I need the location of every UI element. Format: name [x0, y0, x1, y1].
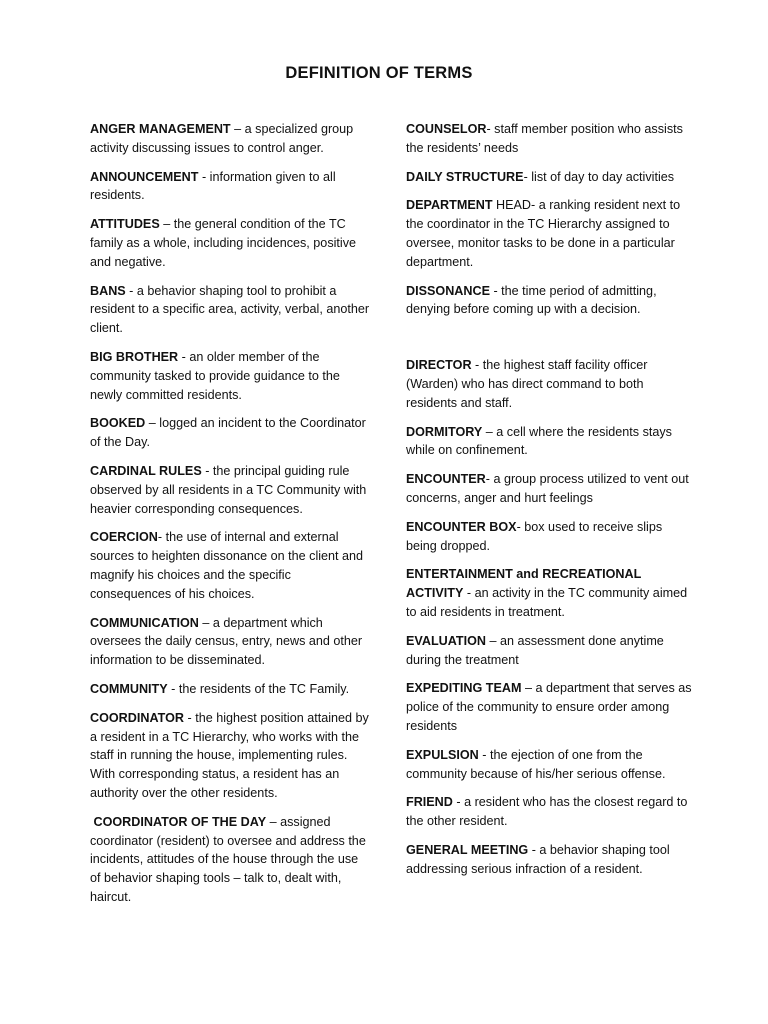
term-entry: [406, 356, 692, 412]
term-entry: [406, 470, 692, 508]
term-entry: [90, 215, 372, 271]
term-name: GENERAL MEETING: [406, 842, 529, 857]
term-entry: [90, 709, 372, 803]
term-entry: [90, 680, 372, 699]
term-name: EXPULSION: [406, 747, 479, 762]
term-entry: [406, 168, 692, 187]
term-entry: [406, 793, 692, 831]
term-definition: - the time period of admitting, denying before coming up with a decision.: [406, 283, 657, 317]
term-name: DEPARTMENT: [406, 198, 493, 213]
term-definition: - the ejection of one from the community because of his/her serious offense.: [406, 747, 666, 781]
term-entry: [90, 414, 372, 452]
term-entry: [406, 282, 692, 320]
term-name: ATTITUDES: [90, 217, 160, 232]
term-name: DORMITORY: [406, 424, 483, 439]
term-definition: – a department that serves as police of the community to ensure order among residents: [406, 681, 692, 733]
term-definition: – a specialized group activity discussing issues to control anger.: [90, 122, 354, 155]
term-definition: – logged an incident to the Coordinator of the Day.: [90, 416, 366, 450]
term-definition: - the use of internal and external sources to heighten dissonance on the client and magnify his choices and the specific consequences of his choices.: [90, 530, 364, 601]
term-definition: - a behavior shaping tool to prohibit a resident to a specific area, activity, verbal, another client.: [90, 283, 370, 336]
term-entry: [406, 518, 692, 556]
term-definition: - a behavior shaping tool addressing serious infraction of a resident.: [406, 842, 670, 876]
term-definition: HEAD- a ranking resident next to the coordinator in the TC Hierarchy assigned to oversee, monitor tasks to be done in a particular department.: [406, 198, 681, 269]
term-entry: [406, 841, 692, 879]
term-definition: - information given to all residents.: [90, 169, 336, 203]
term-entry: [90, 528, 372, 603]
term-definition: - the highest position attained by a resident in a TC Hierarchy, who works with the staff in running the house, implementing rules. With corresponding status, a resident has an authority over the other residents.: [90, 710, 369, 800]
term-name: BANS: [90, 283, 126, 298]
page-title: DEFINITION OF TERMS: [285, 64, 473, 82]
term-name: COERCION: [90, 530, 158, 545]
term-name: DIRECTOR: [406, 358, 472, 373]
term-entry: [90, 348, 372, 404]
term-definition: – the general condition of the TC family as a whole, including incidences, positive and negative.: [90, 217, 357, 269]
term-name: COMMUNICATION: [90, 615, 199, 630]
term-name: BIG BROTHER: [90, 349, 179, 364]
term-definition: - box used to receive slips being dropped.: [406, 519, 663, 553]
term-name: ANGER MANAGEMENT: [90, 122, 231, 136]
term-entry: [406, 565, 692, 621]
term-name: COUNSELOR: [406, 122, 487, 136]
term-name: EXPEDITING TEAM: [406, 681, 522, 696]
term-name: BOOKED: [90, 416, 146, 431]
term-name: COMMUNITY: [90, 681, 168, 696]
term-definition: – an assessment done anytime during the treatment: [406, 633, 664, 667]
right-column: [406, 120, 692, 889]
term-definition: - the highest staff facility officer (Warden) who has direct command to both residents and staff.: [406, 358, 648, 410]
term-entry: [406, 120, 692, 158]
term-name: FRIEND: [406, 795, 453, 810]
term-definition: - staff member position who assists the residents’ needs: [406, 122, 683, 155]
term-definition: - the residents of the TC Family.: [167, 681, 350, 696]
term-definition: - a group process utilized to vent out concerns, anger and hurt feelings: [406, 472, 689, 505]
term-entry: [90, 168, 372, 206]
term-entry: [406, 196, 692, 271]
term-definition: – assigned coordinator (resident) to oversee and address the incidents, attitudes of the house through the use of behavior shaping tools – talk to, dealt with, haircut.: [90, 814, 366, 904]
term-name: CARDINAL RULES: [90, 463, 202, 478]
term-name: ENCOUNTER: [406, 472, 486, 487]
term-name: DISSONANCE: [406, 283, 490, 298]
term-entry: [90, 462, 372, 518]
term-entry: [406, 632, 692, 670]
term-definition: - an older member of the community tasked to provide guidance to the newly committed residents.: [90, 349, 340, 402]
term-name: COORDINATOR OF THE DAY: [90, 814, 267, 829]
term-entry: [406, 746, 692, 784]
term-name: ANNOUNCEMENT: [90, 169, 199, 184]
term-entry: [406, 423, 692, 461]
term-entry: [90, 120, 372, 158]
term-name: COORDINATOR: [90, 710, 184, 725]
term-entry: [90, 282, 372, 338]
term-definition: - list of day to day activities: [523, 169, 675, 184]
term-definition: - an activity in the TC community aimed to aid residents in treatment.: [406, 586, 688, 619]
term-definition: – a cell where the residents stays while on confinement.: [406, 424, 672, 458]
term-entry: [90, 614, 372, 670]
term-definition: - the principal guiding rule observed by all residents in a TC Community with heavier corresponding consequences.: [90, 463, 367, 516]
term-entry: [90, 813, 372, 907]
term-name: EVALUATION: [406, 633, 486, 648]
term-entry: [406, 679, 692, 735]
term-definition: – a department which oversees the daily census, entry, news and other information to be disseminated.: [90, 615, 363, 668]
term-name: DAILY STRUCTURE: [406, 169, 524, 184]
left-column: [90, 120, 372, 917]
term-definition: - a resident who has the closest regard to the other resident.: [406, 795, 688, 829]
term-name: ENCOUNTER BOX: [406, 519, 517, 534]
term-name: ENTERTAINMENT and RECREATIONAL ACTIVITY: [406, 567, 642, 601]
